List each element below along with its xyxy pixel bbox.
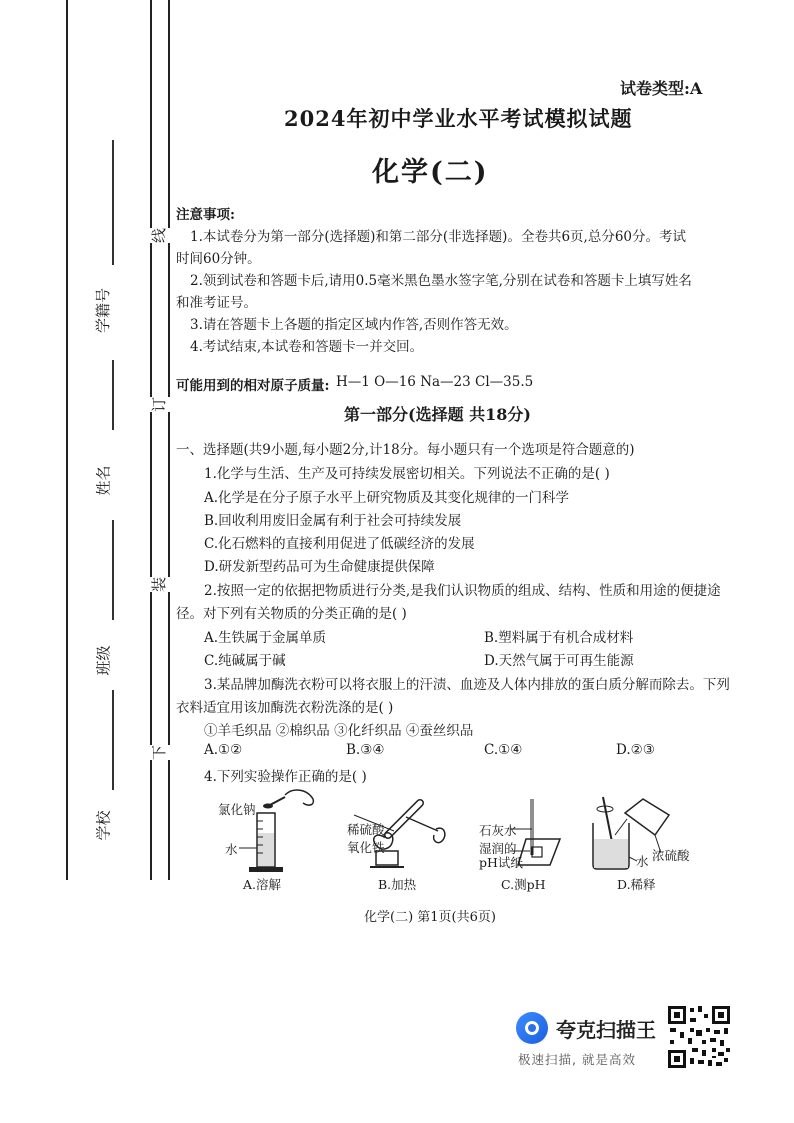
cut-mark-zhuang: 装 [146,577,171,592]
figure-label-moist: 湿润的 [479,841,517,856]
scanner-logo-icon [516,1012,548,1044]
figure-caption-b: B.加热 [378,877,417,892]
figure-label-iron-oxide: 氧化铁 [347,840,385,855]
name-blank[interactable] [112,360,114,430]
scanner-slogan: 极速扫描, 就是高效 [518,1052,636,1067]
school-blank[interactable] [112,690,114,790]
option-c[interactable]: C.①④ [484,742,523,758]
atomic-mass-values: H—1 O—16 Na—23 Cl—35.5 [336,374,534,390]
cut-mark-xia: 下 [146,745,171,760]
figure-label-ph-paper: pH试纸 [479,855,523,870]
part-one-title: 第一部分(选择题 共18分) [344,405,531,424]
note-line: 2.领到试卷和答题卡后,请用0.5毫米黑色墨水签字笔,分别在试卷和答题卡上填写姓名 [190,273,692,289]
note-line: 3.请在答题卡上各题的指定区域内作答,否则作答无效。 [190,317,518,333]
figure-caption-d: D.稀释 [617,877,656,892]
page-footer: 化学(二) 第1页(共6页) [364,910,496,925]
option-a[interactable]: A.化学是在分子原子水平上研究物质及其变化规律的一门科学 [204,490,570,506]
option-b[interactable]: B.塑料属于有机合成材料 [484,630,634,646]
figure-label-dilute-sulfuric-acid: 稀硫酸 [347,822,385,837]
margin-line-outer [66,0,68,880]
option-b[interactable]: B.回收利用废旧金属有利于社会可持续发展 [204,513,462,529]
cut-mark-ding: 订 [146,397,171,412]
figure-label-concentrated-sulfuric-acid: 浓硫酸 [652,848,690,863]
name-label: 姓名 [94,465,113,496]
option-a[interactable]: A.生铁属于金属单质 [204,630,327,646]
option-d[interactable]: D.研发新型药品可为生命健康提供保障 [204,559,435,575]
student-id-label: 学籍号 [94,287,113,334]
class-blank[interactable] [112,520,114,620]
note-line: 时间60分钟。 [176,251,261,267]
question-stem: 1.化学与生活、生产及可持续发展密切相关。下列说法不正确的是( ) [204,466,610,482]
notes-heading: 注意事项: [176,207,235,223]
graduated-cylinder-illustration [215,785,325,875]
scanner-brand: 夸克扫描王 [556,1018,656,1042]
student-id-blank[interactable] [112,140,114,265]
subject-title: 化学(二) [372,157,489,188]
question-stem: 4.下列实验操作正确的是( ) [204,769,367,785]
cut-mark-xian: 线 [146,228,171,243]
figure-caption-c: C.测pH [501,877,546,892]
note-line: 1.本试卷分为第一部分(选择题)和第二部分(非选择题)。全卷共6页,总分60分。考试 [190,229,687,245]
option-b[interactable]: B.③④ [346,742,385,758]
option-d[interactable]: D.②③ [616,742,655,758]
question-stem-continued: 衣料适宜用该加酶洗衣粉洗涤的是( ) [176,700,394,716]
question-stem: 2.按照一定的依据把物质进行分类,是我们认识物质的组成、结构、性质和用途的便捷途 [204,583,721,599]
option-d[interactable]: D.天然气属于可再生能源 [484,653,634,669]
figure-caption-a: A.溶解 [243,877,282,892]
option-c[interactable]: C.纯碱属于碱 [204,653,286,669]
figure-label-sodium-chloride: 氯化钠 [218,802,256,817]
class-label: 班级 [94,645,113,676]
figure-label-water: 水 [636,854,649,869]
paper-type: 试卷类型:A [620,79,703,98]
question-stem-continued: 径。对下列有关物质的分类正确的是( ) [176,606,407,622]
school-label: 学校 [94,810,113,841]
note-line: 4.考试结束,本试卷和答题卡一并交回。 [190,339,424,355]
option-a[interactable]: A.①② [204,742,243,758]
exam-title: 2024年初中学业水平考试模拟试题 [284,106,633,131]
figure-label-limewater: 石灰水 [479,823,517,838]
figure-label-water: 水 [225,842,238,857]
option-c[interactable]: C.化石燃料的直接利用促进了低碳经济的发展 [204,536,475,552]
atomic-mass-label: 可能用到的相对原子质量: [176,378,330,394]
qr-code-icon [666,1004,732,1070]
question-stem: 3.某品牌加酶洗衣粉可以将衣服上的汗渍、血迹及人体内排放的蛋白质分解而除去。下列 [204,677,730,693]
question-items: ①羊毛织品 ②棉织品 ③化纤织品 ④蚕丝织品 [204,723,474,739]
note-line: 和准考证号。 [176,295,257,311]
section-heading: 一、选择题(共9小题,每小题2分,计18分。每小题只有一个选项是符合题意的) [176,442,635,458]
